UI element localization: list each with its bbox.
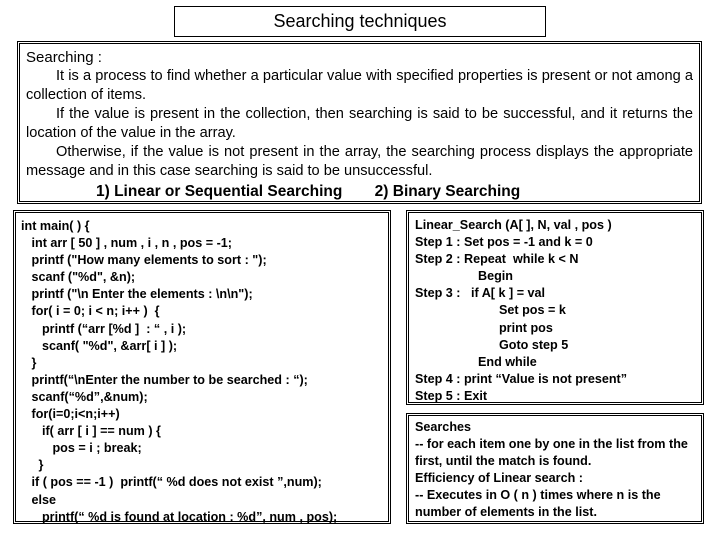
algorithm-line: Linear_Search (A[ ], N, val , pos )	[415, 218, 612, 232]
intro-panel	[17, 41, 702, 204]
intro-paragraph-definition: It is a process to find whether a particular value with specified properties is present or not among a collection of items.	[26, 68, 693, 103]
intro-paragraph-failure: Otherwise, if the value is not present in the array, the searching process displays the appropriate message and in this case searching is said to be unsuccessful.	[26, 144, 693, 179]
algorithm-line: Goto step 5	[415, 337, 569, 352]
code-line: pos = i ; break;	[21, 441, 142, 456]
code-line: }	[21, 458, 44, 473]
search-types	[26, 182, 693, 201]
code-line: printf (“arr [%d ] : “ , i );	[21, 321, 187, 336]
algorithm-line: Begin	[415, 269, 513, 284]
code-panel	[13, 210, 391, 524]
algorithm-line: Step 5 : Exit	[415, 388, 488, 403]
binary-search-type: 2) Binary Searching	[374, 183, 521, 200]
algorithm-line: Step 1 : Set pos = -1 and k = 0	[415, 235, 593, 250]
description-text: -- for each item one by one in the list from the first, until the match is found.	[415, 437, 688, 469]
code-line: scanf(“%d”,&num);	[21, 389, 148, 404]
code-line: for( i = 0; i < n; i++ ) {	[21, 304, 160, 319]
code-line: printf(“ %d is found at location : %d”, num , pos);	[21, 509, 338, 524]
code-line: int arr [ 50 ] , num , i , n , pos = -1;	[21, 236, 232, 251]
algorithm-line: End while	[415, 354, 537, 369]
code-line: printf(“\nEnter the number to be searched : “);	[21, 372, 308, 387]
code-line: scanf ("%d", &n);	[21, 270, 136, 285]
code-line: if ( pos == -1 ) printf(“ %d does not exist ”,num);	[21, 475, 322, 490]
algorithm-line: Step 4 : print “Value is not present”	[415, 371, 628, 386]
page-title: Searching techniques	[174, 6, 546, 37]
linear-search-type: 1) Linear or Sequential Searching	[96, 183, 343, 200]
algorithm-line: Step 3 : if A[ k ] = val	[415, 286, 546, 301]
intro-paragraph-success: If the value is present in the collection, then searching is said to be successful, and it returns the location of the value in the array.	[26, 106, 693, 141]
code-line: int main( ) {	[21, 219, 90, 233]
code-line: if( arr [ i ] == num ) {	[21, 424, 161, 439]
efficiency-heading: Efficiency of Linear search :	[415, 471, 583, 486]
algorithm-line: Step 2 : Repeat while k < N	[415, 252, 579, 267]
code-line: for(i=0;i<n;i++)	[21, 407, 120, 422]
algorithm-line: print pos	[415, 320, 553, 335]
algorithm-line: Set pos = k	[415, 303, 566, 318]
code-line: printf ("\n Enter the elements : \n\n");	[21, 287, 253, 302]
code-line: scanf( "%d", &arr[ i ] );	[21, 338, 178, 353]
efficiency-text: -- Executes in O ( n ) times where n is the number of elements in the list.	[415, 488, 661, 520]
code-line: else	[21, 492, 57, 507]
algorithm-panel	[406, 210, 704, 405]
intro-heading: Searching :	[26, 49, 102, 66]
description-panel	[406, 413, 704, 524]
code-line: }	[21, 355, 37, 370]
description-heading: Searches	[415, 420, 472, 434]
code-line: printf ("How many elements to sort : ");	[21, 253, 267, 268]
